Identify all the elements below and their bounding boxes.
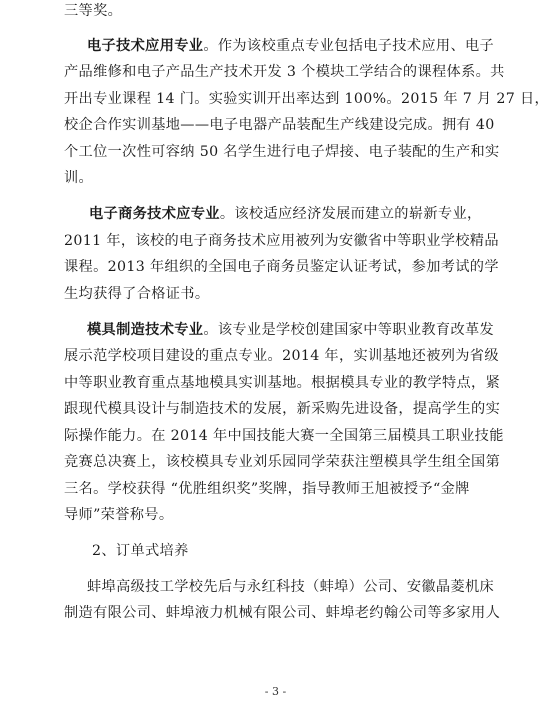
text-line: 制造有限公司、蚌埠液力机械有限公司、蚌埠老约翰公司等多家用人 bbox=[64, 605, 501, 621]
text-line: 展示范学校项目建设的重点专业。2014 年，实训基地还被列为省级 bbox=[64, 348, 499, 364]
section-heading-mold: 模具制造技术专业 bbox=[87, 322, 204, 338]
page-number: - 3 - bbox=[264, 685, 287, 698]
text-line: 课程。2013 年组织的全国电子商务员鉴定认证考试，参加考试的学 bbox=[64, 259, 499, 275]
text-span: 。作为该校重点专业包括电子技术应用、电子 bbox=[203, 38, 495, 54]
text-span: 。该专业是学校创建国家中等职业教育改革发 bbox=[203, 322, 495, 338]
text-line: 开出专业课程 14 门。实验实训开出率达到 100%。2015 年 7 月 27 日， bbox=[64, 91, 550, 107]
text-line: 校企合作实训基地——电子电器产品装配生产线建设完成。拥有 40 bbox=[64, 117, 495, 133]
paragraph-electronics bbox=[87, 36, 494, 56]
paragraph-mold bbox=[87, 320, 494, 340]
text-line: 2011 年，该校的电子商务技术应用被列为安徽省中等职业学校精品 bbox=[64, 233, 499, 249]
section-heading-ecommerce: 电子商务技术应专业 bbox=[89, 206, 220, 222]
paragraph-ecommerce bbox=[89, 204, 482, 224]
section-heading-order-training: 2、订单式培养 bbox=[92, 543, 189, 559]
text-line: 产品维修和电子产品生产技术开发 3 个模块工学结合的课程体系。共 bbox=[64, 64, 505, 80]
text-line: 个工位一次性可容纳 50 名学生进行电子焊接、电子装配的生产和实 bbox=[64, 144, 500, 160]
text-line: 生均获得了合格证书。 bbox=[64, 286, 210, 302]
text-line: 三名。学校获得 “优胜组织奖”奖牌，指导教师王旭被授予“金牌 bbox=[64, 481, 470, 497]
text-line: 中等职业教育重点基地模具实训基地。根据模具专业的教学特点，紧 bbox=[64, 375, 501, 391]
text-line: 导师”荣誉称号。 bbox=[64, 507, 174, 523]
text-line: 竞赛总决赛上，该校模具专业刘乐园同学荣获注塑模具学生组全国第 bbox=[64, 454, 501, 470]
text-line: 跟现代模具设计与制造技术的发展，新采购先进设备，提高学生的实 bbox=[64, 401, 501, 417]
text-span: 。该校适应经济发展而建立的崭新专业， bbox=[219, 206, 482, 222]
text-line: 蚌埠高级技工学校先后与永红科技（蚌埠）公司、安徽晶菱机床 bbox=[87, 579, 495, 595]
text-line: 训。 bbox=[64, 170, 94, 186]
text-line: 三等奖。 bbox=[64, 3, 123, 19]
section-heading-electronics: 电子技术应用专业 bbox=[87, 38, 204, 54]
text-line: 际操作能力。在 2014 年中国技能大赛一全国第三届模具工职业技能 bbox=[64, 428, 504, 444]
